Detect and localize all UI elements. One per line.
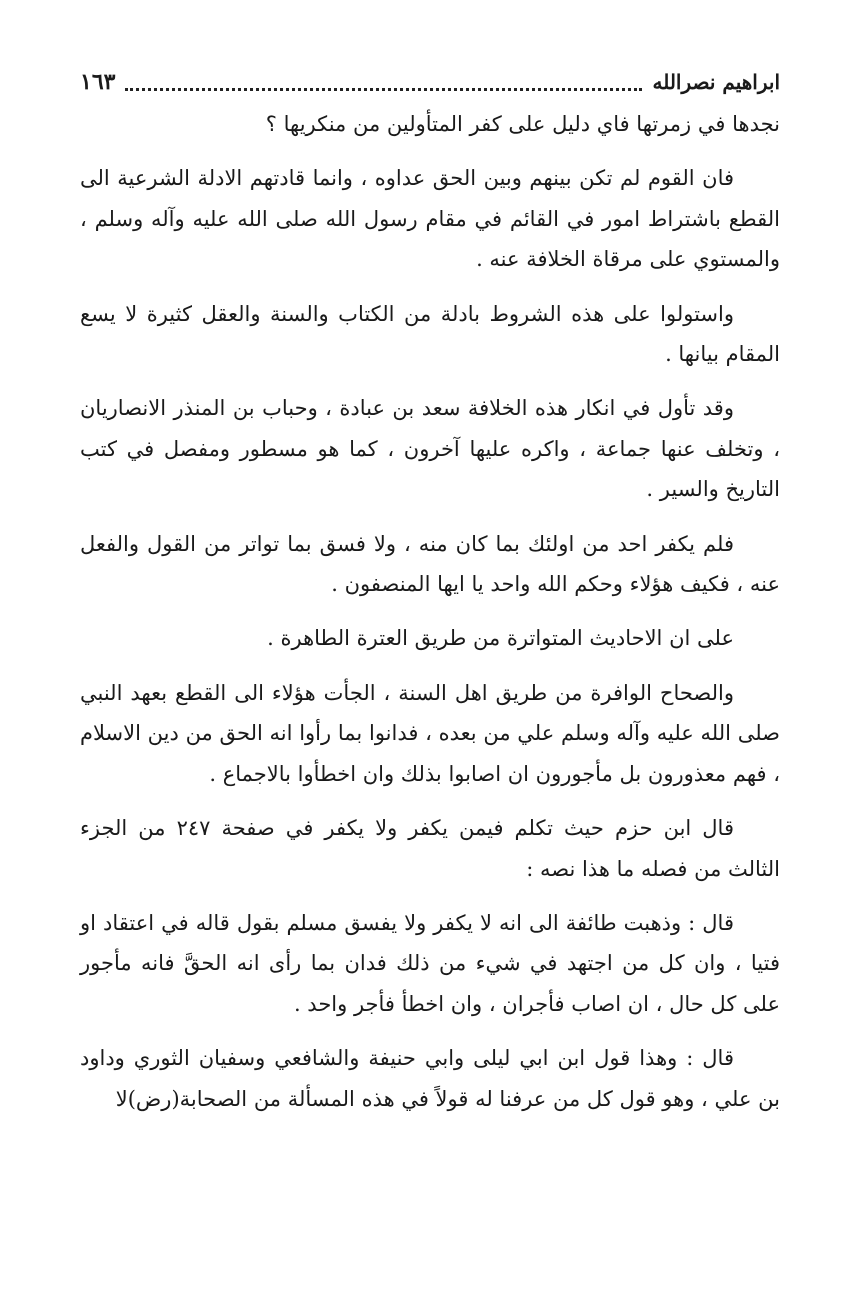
page-body <box>80 104 780 1133</box>
paragraph: واستولوا على هذه الشروط بادلة من الكتاب والسنة والعقل كثيرة لا يسع المقام بيانها . <box>80 301 780 367</box>
paragraph: قال ابن حزم حيث تكلم فيمن يكفر ولا يكفر في صفحة ٢٤٧ من الجزء الثالث من فصله ما هذا نصه : <box>80 816 780 881</box>
paragraph: والصحاح الوافرة من طريق اهل السنة ، الجأت هؤلاء الى القطع بعهد النبي صلى الله عليه وآله وسلم علي من بعده ، فدانوا بما رأوا انه الحق من دين الاسلام ، فهم معذورون بل مأجورون ان اصابوا بذلك وان اخطأوا بالاجماع . <box>80 680 780 786</box>
page-number: ١٦٣ <box>80 69 116 95</box>
header-dot-leader <box>125 86 642 91</box>
paragraph: قال : وهذا قول ابن ابي ليلى وابي حنيفة والشافعي وسفيان الثوري وداود بن علي ، وهو قول كل من عرفنا له قولاً في هذه المسألة من الصحابة(رض)لا <box>80 1046 780 1111</box>
paragraph: فلم يكفر احد من اولئك بما كان منه ، ولا فسق بما تواتر من القول والفعل عنه ، فكيف هؤلاء وحكم الله واحد يا ايها المنصفون . <box>80 531 780 597</box>
paragraph: قال : وذهبت طائفة الى انه لا يكفر ولا يفسق مسلم بقول قاله في اعتقاد او فتيا ، وان كل من اجتهد في شيء من ذلك فدان بما رأى انه الحقَّ فانه مأجور على كل حال ، ان اصاب فأجران ، وان اخطأ فأجر واحد . <box>80 910 780 1016</box>
paragraph: نجدها في زمرتها فاي دليل على كفر المتأولين من منكريها ؟ <box>265 112 780 136</box>
author-name: ابراهيم نصرالله <box>652 70 780 94</box>
running-header <box>80 62 780 102</box>
paragraph: وقد تأول في انكار هذه الخلافة سعد بن عبادة ، وحباب بن المنذر الانصاريان ، وتخلف عنها جماعة ، واكره عليها آخرون ، كما هو مسطور ومفصل في كتب التاريخ والسير . <box>80 396 780 502</box>
paragraph: على ان الاحاديث المتواترة من طريق العترة الطاهرة . <box>267 626 734 651</box>
book-page <box>80 0 780 1289</box>
paragraph: فان القوم لم تكن بينهم وبين الحق عداوه ، وانما قادتهم الادلة الشرعية الى القطع باشتراط امور في القائم في مقام رسول الله صلى الله عليه وآله وسلم ، والمستوي على مرقاة الخلافة عنه . <box>80 166 780 272</box>
